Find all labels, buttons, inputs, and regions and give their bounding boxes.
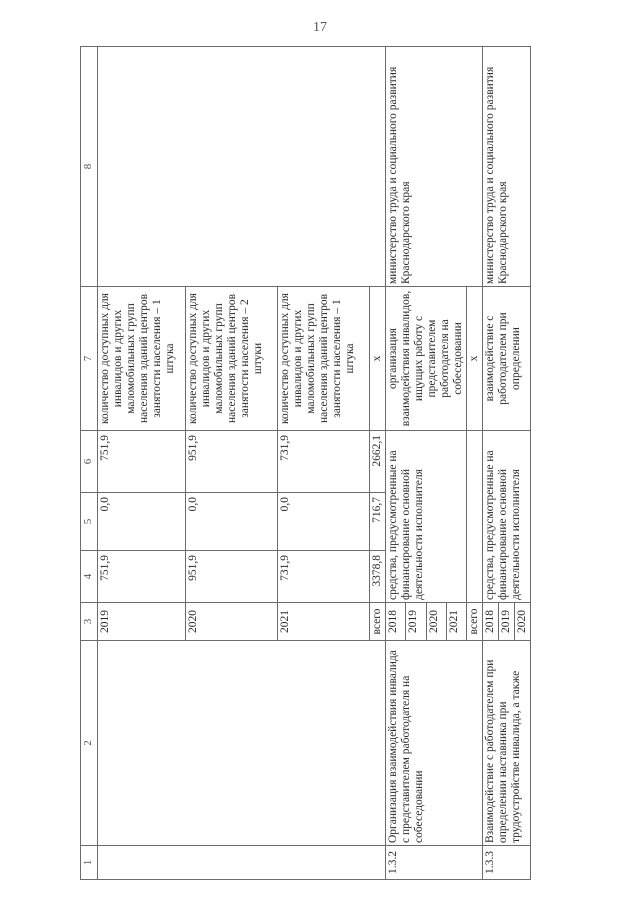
header-col-6: 6 <box>81 431 98 493</box>
total-label-cell: всего <box>467 603 483 641</box>
total-funds-cell: 751,9 <box>98 551 186 603</box>
year-cell: 2020 <box>426 603 446 641</box>
federal-funds-cell: 716,7 <box>370 493 386 551</box>
table-row <box>386 47 406 880</box>
header-col-5: 5 <box>81 493 98 551</box>
result-cell: взаимодействие с работодателем при определении <box>483 287 531 431</box>
rotated-table-container <box>80 47 590 880</box>
total-funds-cell: 731,9 <box>278 551 370 603</box>
table-row <box>98 47 186 880</box>
regional-funds-cell: 951,9 <box>186 431 278 493</box>
year-cell: 2019 <box>406 603 426 641</box>
regional-funds-cell: 751,9 <box>98 431 186 493</box>
indicator-cell: количество доступных для инвалидов и других маломобильных групп населения зданий центров занятости населения – 1 штука <box>98 287 186 431</box>
item-name-cell: Организация взаимодействия инвалида с представителем работодателя на собеседовании <box>386 641 483 846</box>
empty-executor-cell <box>98 47 386 287</box>
year-cell: 2019 <box>98 603 186 641</box>
year-cell: 2021 <box>446 603 466 641</box>
year-cell: 2020 <box>515 603 531 641</box>
federal-funds-cell: 0,0 <box>278 493 370 551</box>
total-funds-cell: 3378,8 <box>370 551 386 603</box>
year-cell: 2021 <box>278 603 370 641</box>
federal-funds-cell: 0,0 <box>186 493 278 551</box>
header-col-2: 2 <box>81 641 98 846</box>
item-name-cell: Взаимодействие с работодателем при определении наставника при трудоустройстве инвалида, а также <box>483 641 531 846</box>
header-col-7: 7 <box>81 287 98 431</box>
year-cell: 2019 <box>499 603 515 641</box>
executor-cell: министерство труда и социального развития Краснодарского края <box>483 47 531 287</box>
result-cell: x <box>467 287 483 431</box>
regional-funds-cell: 731,9 <box>278 431 370 493</box>
total-funds-cell: 951,9 <box>186 551 278 603</box>
item-number-cell: 1.3.3 <box>483 846 531 880</box>
header-col-8: 8 <box>81 47 98 287</box>
page-number: 17 <box>313 20 327 35</box>
indicator-cell: x <box>370 287 386 431</box>
executor-cell: министерство труда и социального развития Краснодарского края <box>386 47 483 287</box>
header-col-4: 4 <box>81 551 98 603</box>
empty-funds-cell <box>467 431 483 603</box>
year-cell: 2018 <box>386 603 406 641</box>
item-number-cell: 1.3.2 <box>386 846 483 880</box>
year-cell: 2018 <box>483 603 499 641</box>
indicator-cell: количество доступных для инвалидов и других маломобильных групп населения зданий центров занятости населения – 1 штука <box>278 287 370 431</box>
program-table <box>80 46 531 880</box>
result-cell: организация взаимодействия инвалидов, ищущих работу с представителем работодателя на собеседовании <box>386 287 467 431</box>
empty-name-cell <box>98 641 386 846</box>
total-label-cell: всего <box>370 603 386 641</box>
header-col-3: 3 <box>81 603 98 641</box>
financing-cell: средства, предусмотренные на финансирование основной деятельности исполнителя <box>386 431 467 603</box>
financing-cell: средства, предусмотренные на финансирование основной деятельности исполнителя <box>483 431 531 603</box>
header-col-1: 1 <box>81 846 98 880</box>
empty-num-cell <box>98 846 386 880</box>
table-row <box>483 47 499 880</box>
regional-funds-cell: 2662,1 <box>370 431 386 493</box>
header-row <box>81 47 98 880</box>
indicator-cell: количество доступных для инвалидов и других маломобильных групп населения зданий центров занятости населения – 2 штуки <box>186 287 278 431</box>
year-cell: 2020 <box>186 603 278 641</box>
federal-funds-cell: 0,0 <box>98 493 186 551</box>
